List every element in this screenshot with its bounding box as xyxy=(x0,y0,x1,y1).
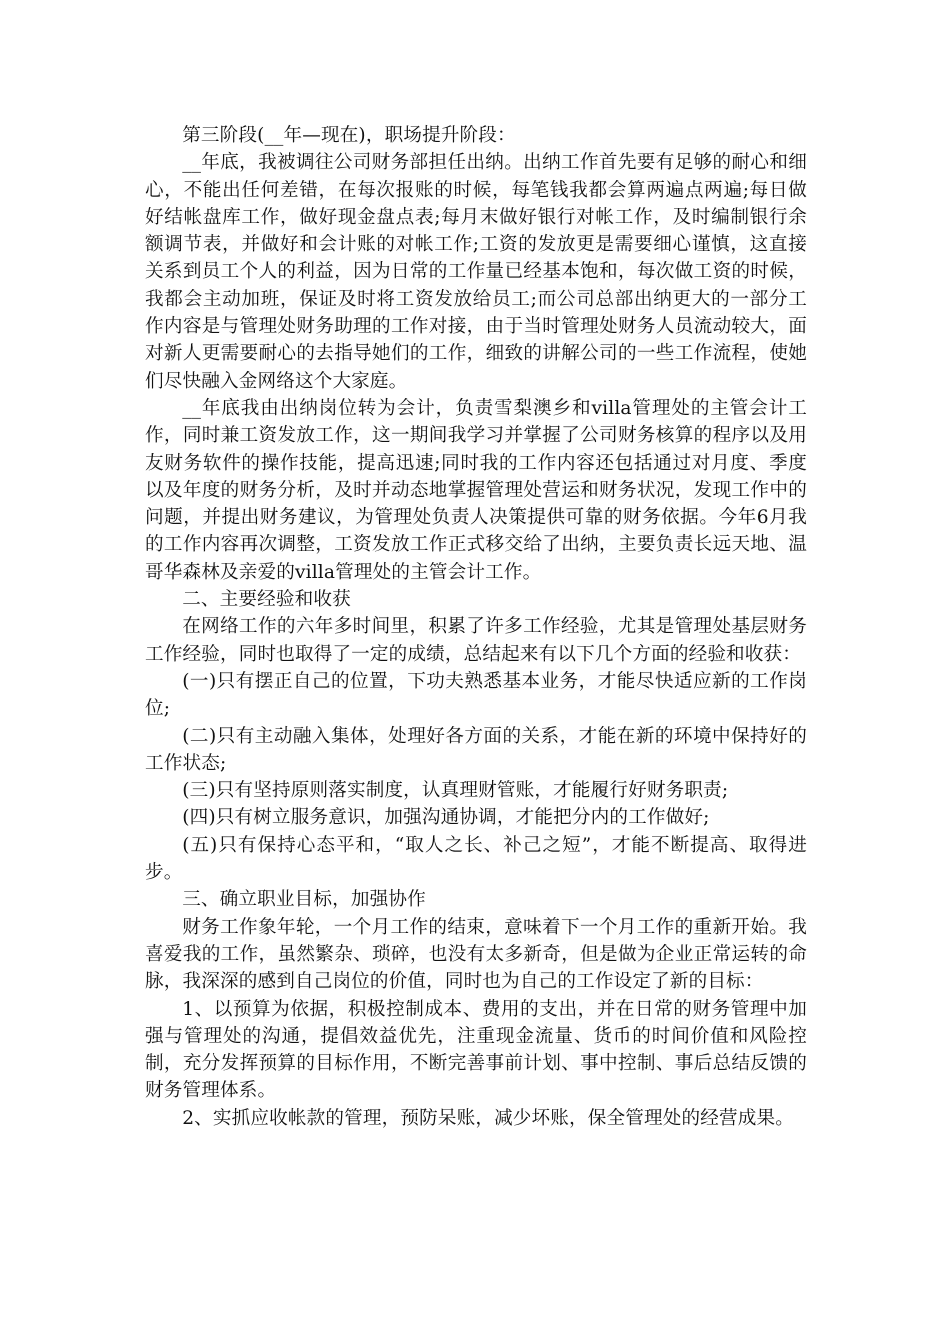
list-item-experience-5: (五)只有保持心态平和，“取人之长、补己之短”，才能不断提高、取得进步。 xyxy=(145,834,807,884)
paragraph-goals-intro: 财务工作象年轮，一个月工作的结束，意味着下一个月工作的重新开始。我喜爱我的工作，虽然繁杂、琐碎，也没有太多新奇，但是做为企业正常运转的命脉，我深深的感到自己岗位的价值，同时也为自己的工作设定了新的目标： xyxy=(145,916,807,993)
list-item-experience-3: (三)只有坚持原则落实制度，认真理财管账，才能履行好财务职责; xyxy=(182,780,729,802)
section-heading-experience: 二、主要经验和收获 xyxy=(182,589,351,611)
paragraph-stage-three-heading: 第三阶段(__年—现在)，职场提升阶段： xyxy=(182,125,516,146)
document-page xyxy=(145,122,807,1132)
list-item-goal-1: 1、以预算为依据，积极控制成本、费用的支出，并在日常的财务管理中加强与管理处的沟通，提倡效益优先，注重现金流量、货币的时间价值和风险控制，充分发挥预算的目标作用，不断完善事前计划、事中控制、事后总结反馈的财务管理体系。 xyxy=(145,998,807,1102)
paragraph-cashier-work: __年底，我被调往公司财务部担任出纳。出纳工作首先要有足够的耐心和细心，不能出任何差错，在每次报账的时候，每笔钱我都会算两遍点两遍;每日做好结帐盘库工作，做好现金盘点表;每月末做好银行对帐工作，及时编制银行余额调节表，并做好和会计账的对帐工作;工资的发放更是需要细心谨慎，这直接关系到员工个人的利益，因为日常的工作量已经基本饱和，每次做工资的时候，我都会主动加班，保证及时将工资发放给员工;而公司总部出纳更大的一部分工作内容是与管理处财务助理的工作对接，由于当时管理处财务人员流动较大，面对新人更需要耐心的去指导她们的工作，细致的讲解公司的一些工作流程，使她们尽快融入金网络这个大家庭。 xyxy=(145,152,807,392)
section-heading-goals: 三、确立职业目标，加强协作 xyxy=(182,889,426,911)
paragraph-accountant-work: __年底我由出纳岗位转为会计，负责雪梨澳乡和villa管理处的主管会计工作，同时兼工资发放工作，这一期间我学习并掌握了公司财务核算的程序以及用友财务软件的操作技能，提高迅速;同时我的工作内容还包括通过对月度、季度以及年度的财务分析，及时并动态地掌握管理处营运和财务状况，发现工作中的问题，并提出财务建议，为管理处负责人决策提供可靠的财务依据。今年6月我的工作内容再次调整，工资发放工作正式移交给了出纳，主要负责长远天地、温哥华森林及亲爱的villa管理处的主管会计工作。 xyxy=(145,397,807,583)
list-item-goal-2: 2、实抓应收帐款的管理，预防呆账，减少坏账，保全管理处的经营成果。 xyxy=(182,1107,794,1129)
list-item-experience-4: (四)只有树立服务意识，加强沟通协调，才能把分内的工作做好; xyxy=(182,807,710,829)
list-item-experience-2: (二)只有主动融入集体，处理好各方面的关系，才能在新的环境中保持好的工作状态; xyxy=(145,725,807,774)
paragraph-experience-intro: 在网络工作的六年多时间里，积累了许多工作经验，尤其是管理处基层财务工作经验，同时也取得了一定的成绩，总结起来有以下几个方面的经验和收获： xyxy=(145,616,807,665)
list-item-experience-1: (一)只有摆正自己的位置，下功夫熟悉基本业务，才能尽快适应新的工作岗位; xyxy=(145,670,807,720)
